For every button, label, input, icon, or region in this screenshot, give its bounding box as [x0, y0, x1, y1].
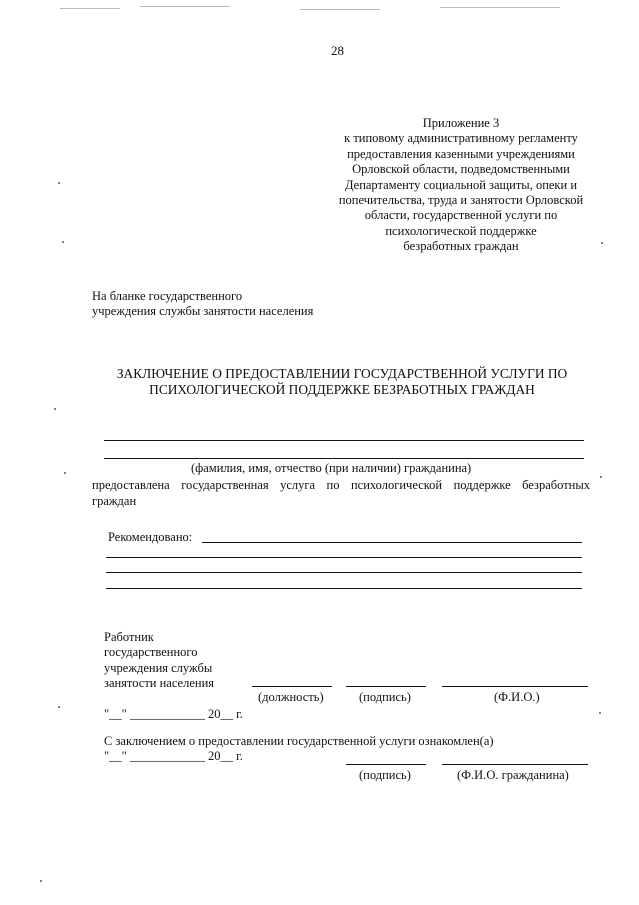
recommended-field-line[interactable]: [106, 557, 582, 558]
employee-position-caption: (должность): [258, 690, 324, 704]
appendix-line: к типовому административному регламенту: [344, 131, 578, 146]
employee-label: [104, 630, 214, 692]
employee-signature-field-line[interactable]: [346, 686, 426, 687]
employee-name-caption: (Ф.И.О.): [494, 690, 540, 704]
employee-name-field-line[interactable]: [442, 686, 588, 687]
appendix-line: Департаменту социальной защиты, опеки и: [344, 177, 578, 192]
employee-signature-caption: (подпись): [359, 690, 411, 704]
recommended-field-line[interactable]: [106, 588, 582, 589]
service-statement: [92, 478, 590, 509]
scan-speck: [62, 241, 64, 243]
scan-artifact: [300, 9, 380, 10]
document-title-line: ПСИХОЛОГИЧЕСКОЙ ПОДДЕРЖКЕ БЕЗРАБОТНЫХ ГРАЖДАН: [149, 381, 535, 397]
letterhead-note-line: учреждения службы занятости населения: [92, 304, 314, 319]
letterhead-note: [92, 289, 313, 320]
scan-artifact: [440, 7, 560, 8]
scan-speck: [54, 408, 56, 410]
citizen-name-field-line[interactable]: [104, 458, 584, 459]
scan-speck: [40, 880, 42, 882]
citizen-name-field-line[interactable]: [104, 440, 584, 441]
recommended-field-line[interactable]: [202, 542, 582, 543]
appendix-header: [326, 116, 596, 255]
appendix-line: попечительства, труда и занятости Орловской: [338, 193, 584, 208]
appendix-line: Орловской области, подведомственными: [352, 162, 570, 177]
scan-speck: [599, 712, 601, 714]
scan-speck: [600, 476, 602, 478]
citizen-signature-field-line[interactable]: [346, 764, 426, 765]
appendix-line: предоставления казенными учреждениями: [347, 146, 575, 161]
employee-label-line: занятости населения: [104, 676, 215, 691]
scan-artifact: [140, 6, 230, 7]
acknowledgement-date-line[interactable]: "__" ____________ 20__ г.: [104, 749, 243, 763]
appendix-line: области, государственной услуги по: [364, 208, 558, 223]
appendix-line: безработных граждан: [403, 239, 519, 254]
citizen-full-name-caption: (Ф.И.О. гражданина): [457, 768, 569, 782]
employee-label-line: учреждения службы: [104, 660, 213, 675]
recommended-label: Рекомендовано:: [108, 530, 193, 544]
letterhead-note-line: На бланке государственного: [92, 289, 243, 303]
appendix-line: психологической поддержке: [385, 223, 537, 238]
service-statement-line: предоставлена государственная услуга по психологической поддержке безработных: [92, 478, 590, 492]
employee-label-line: Работник: [104, 630, 154, 644]
appendix-line: Приложение 3: [422, 116, 500, 130]
employee-label-line: государственного: [104, 645, 198, 660]
document-title-line: ЗАКЛЮЧЕНИЕ О ПРЕДОСТАВЛЕНИИ ГОСУДАРСТВЕННОЙ УСЛУГИ ПО: [116, 366, 568, 381]
scan-speck: [601, 242, 603, 244]
page-number: 28: [331, 43, 344, 58]
citizen-name-caption: (фамилия, имя, отчество (при наличии) гражданина): [191, 461, 472, 475]
document-title: [100, 366, 584, 397]
service-statement-line: граждан: [92, 493, 137, 508]
citizen-signature-caption: (подпись): [359, 768, 411, 782]
acknowledgement-text: С заключением о предоставлении государственной услуги ознакомлен(а): [104, 734, 494, 748]
scan-speck: [64, 472, 66, 474]
scan-speck: [58, 182, 60, 184]
scan-speck: [58, 706, 60, 708]
scan-artifact: [60, 8, 120, 9]
employee-date-line[interactable]: "__" ____________ 20__ г.: [104, 707, 243, 721]
employee-position-field-line[interactable]: [252, 686, 332, 687]
citizen-name-signature-field-line[interactable]: [442, 764, 588, 765]
recommended-field-line[interactable]: [106, 572, 582, 573]
